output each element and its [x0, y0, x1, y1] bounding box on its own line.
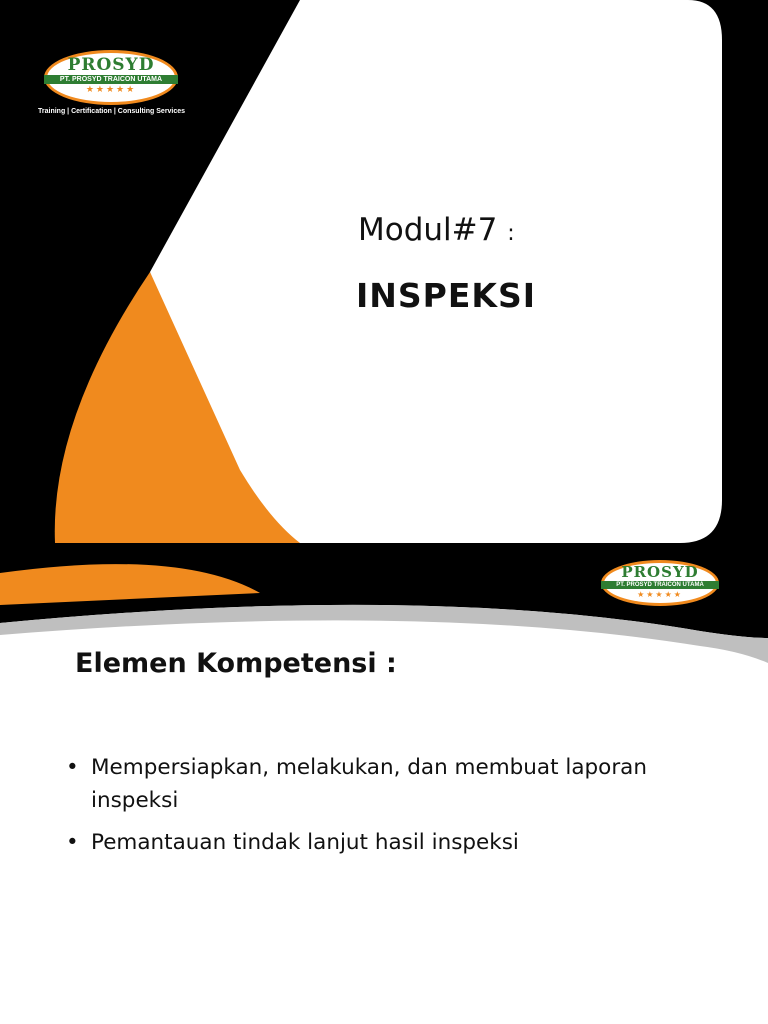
- list-item: [66, 751, 726, 817]
- logo-stars-icon: ★★★★★: [637, 590, 683, 599]
- logo-company: PT. PROSYD TRAICON UTAMA: [601, 581, 719, 589]
- section-heading: Elemen Kompetensi :: [75, 648, 397, 679]
- list-item-text: Pemantauan tindak lanjut hasil inspeksi: [91, 830, 519, 855]
- module-title: INSPEKSI: [356, 276, 537, 315]
- logo-name: PROSYD: [67, 55, 155, 75]
- logo-stars-icon: ★★★★★: [85, 85, 137, 95]
- bullet-list: [66, 751, 726, 868]
- bullet-icon: •: [66, 755, 79, 780]
- logo-company: PT. PROSYD TRAICON UTAMA: [44, 75, 178, 84]
- module-label: [358, 212, 515, 248]
- logo-tagline: Training | Certification | Consulting Services: [598, 608, 735, 615]
- logo-name: PROSYD: [621, 563, 699, 581]
- prosyd-logo: [601, 560, 719, 606]
- module-colon: :: [507, 221, 515, 246]
- prosyd-logo: [44, 50, 178, 105]
- list-item-text: Mempersiapkan, melakukan, dan membuat laporan inspeksi: [91, 755, 647, 813]
- module-number: Modul#7: [358, 212, 498, 248]
- list-item: [66, 826, 726, 859]
- content-slide: [0, 543, 768, 1024]
- logo-tagline: Training | Certification | Consulting Services: [38, 108, 186, 115]
- bullet-icon: •: [66, 830, 79, 855]
